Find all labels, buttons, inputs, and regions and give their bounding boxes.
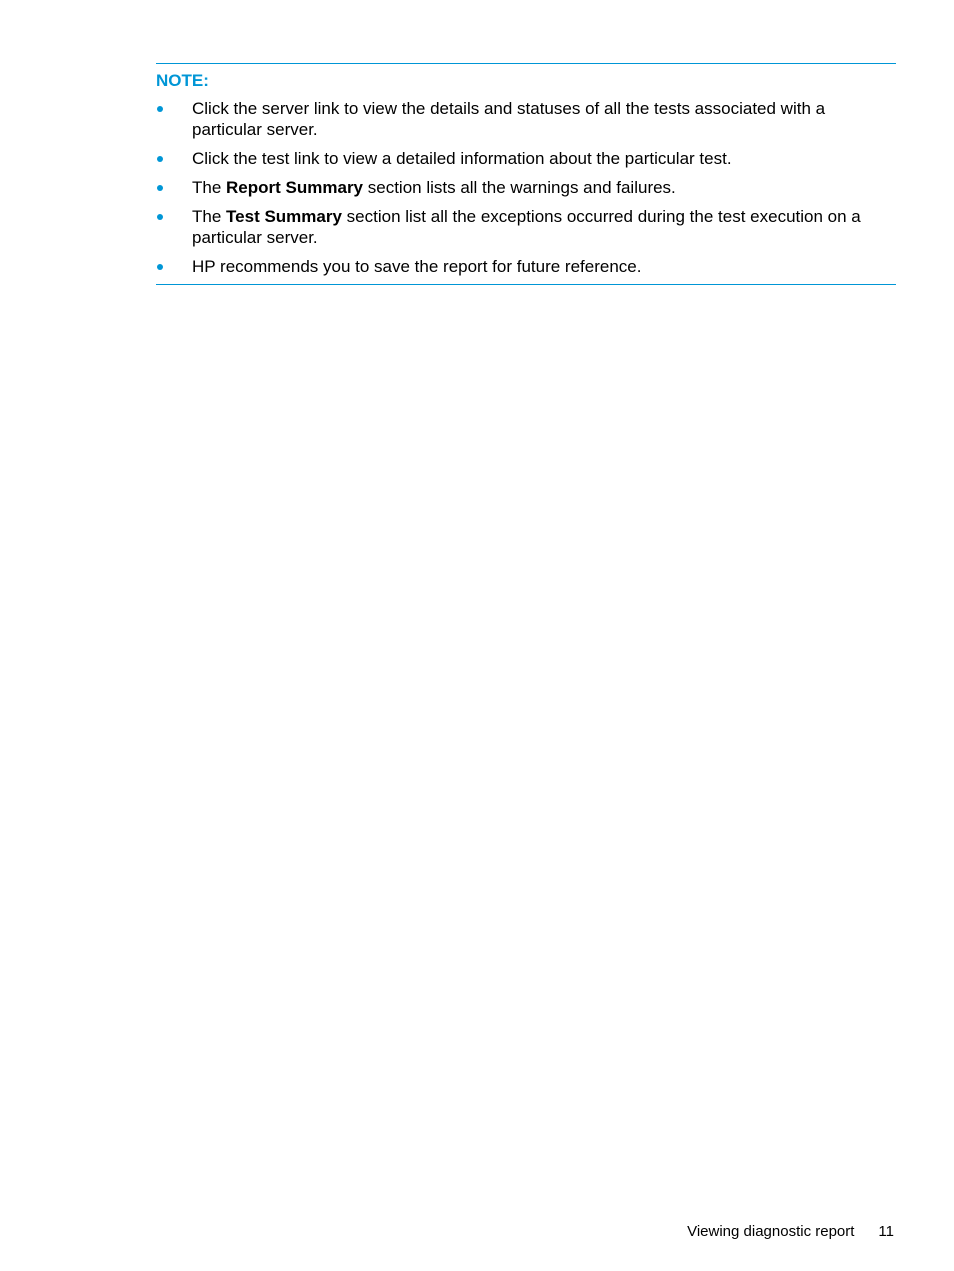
list-item (156, 148, 896, 169)
item-text: The (192, 178, 227, 197)
bullet-icon (157, 214, 163, 220)
bullet-icon (157, 264, 163, 270)
list-item (156, 98, 896, 140)
item-text: section list all the exceptions occurred during the test execution on a particular server. (192, 207, 861, 247)
page-number: 11 (878, 1223, 894, 1240)
item-text: section lists all the warnings and failures. (363, 178, 676, 197)
item-text: Click the server link to view the details and statuses of all the tests associated with a particular server. (192, 99, 826, 139)
list-item (156, 177, 896, 198)
item-bold-text: Test Summary (226, 207, 342, 226)
bullet-icon (157, 185, 163, 191)
item-text: HP recommends you to save the report for future reference. (192, 257, 642, 276)
bullet-icon (157, 156, 163, 162)
footer-section-title: Viewing diagnostic report (687, 1223, 855, 1240)
list-item (156, 206, 896, 248)
item-text: Click the test link to view a detailed information about the particular test. (192, 149, 732, 168)
item-bold-text: Report Summary (226, 178, 364, 197)
bullet-icon (157, 106, 163, 112)
note-list (156, 98, 896, 277)
item-text: The (192, 207, 227, 226)
note-label: NOTE: (156, 71, 209, 90)
page-footer (687, 1222, 894, 1242)
note-box (156, 63, 896, 285)
list-item (156, 256, 896, 277)
